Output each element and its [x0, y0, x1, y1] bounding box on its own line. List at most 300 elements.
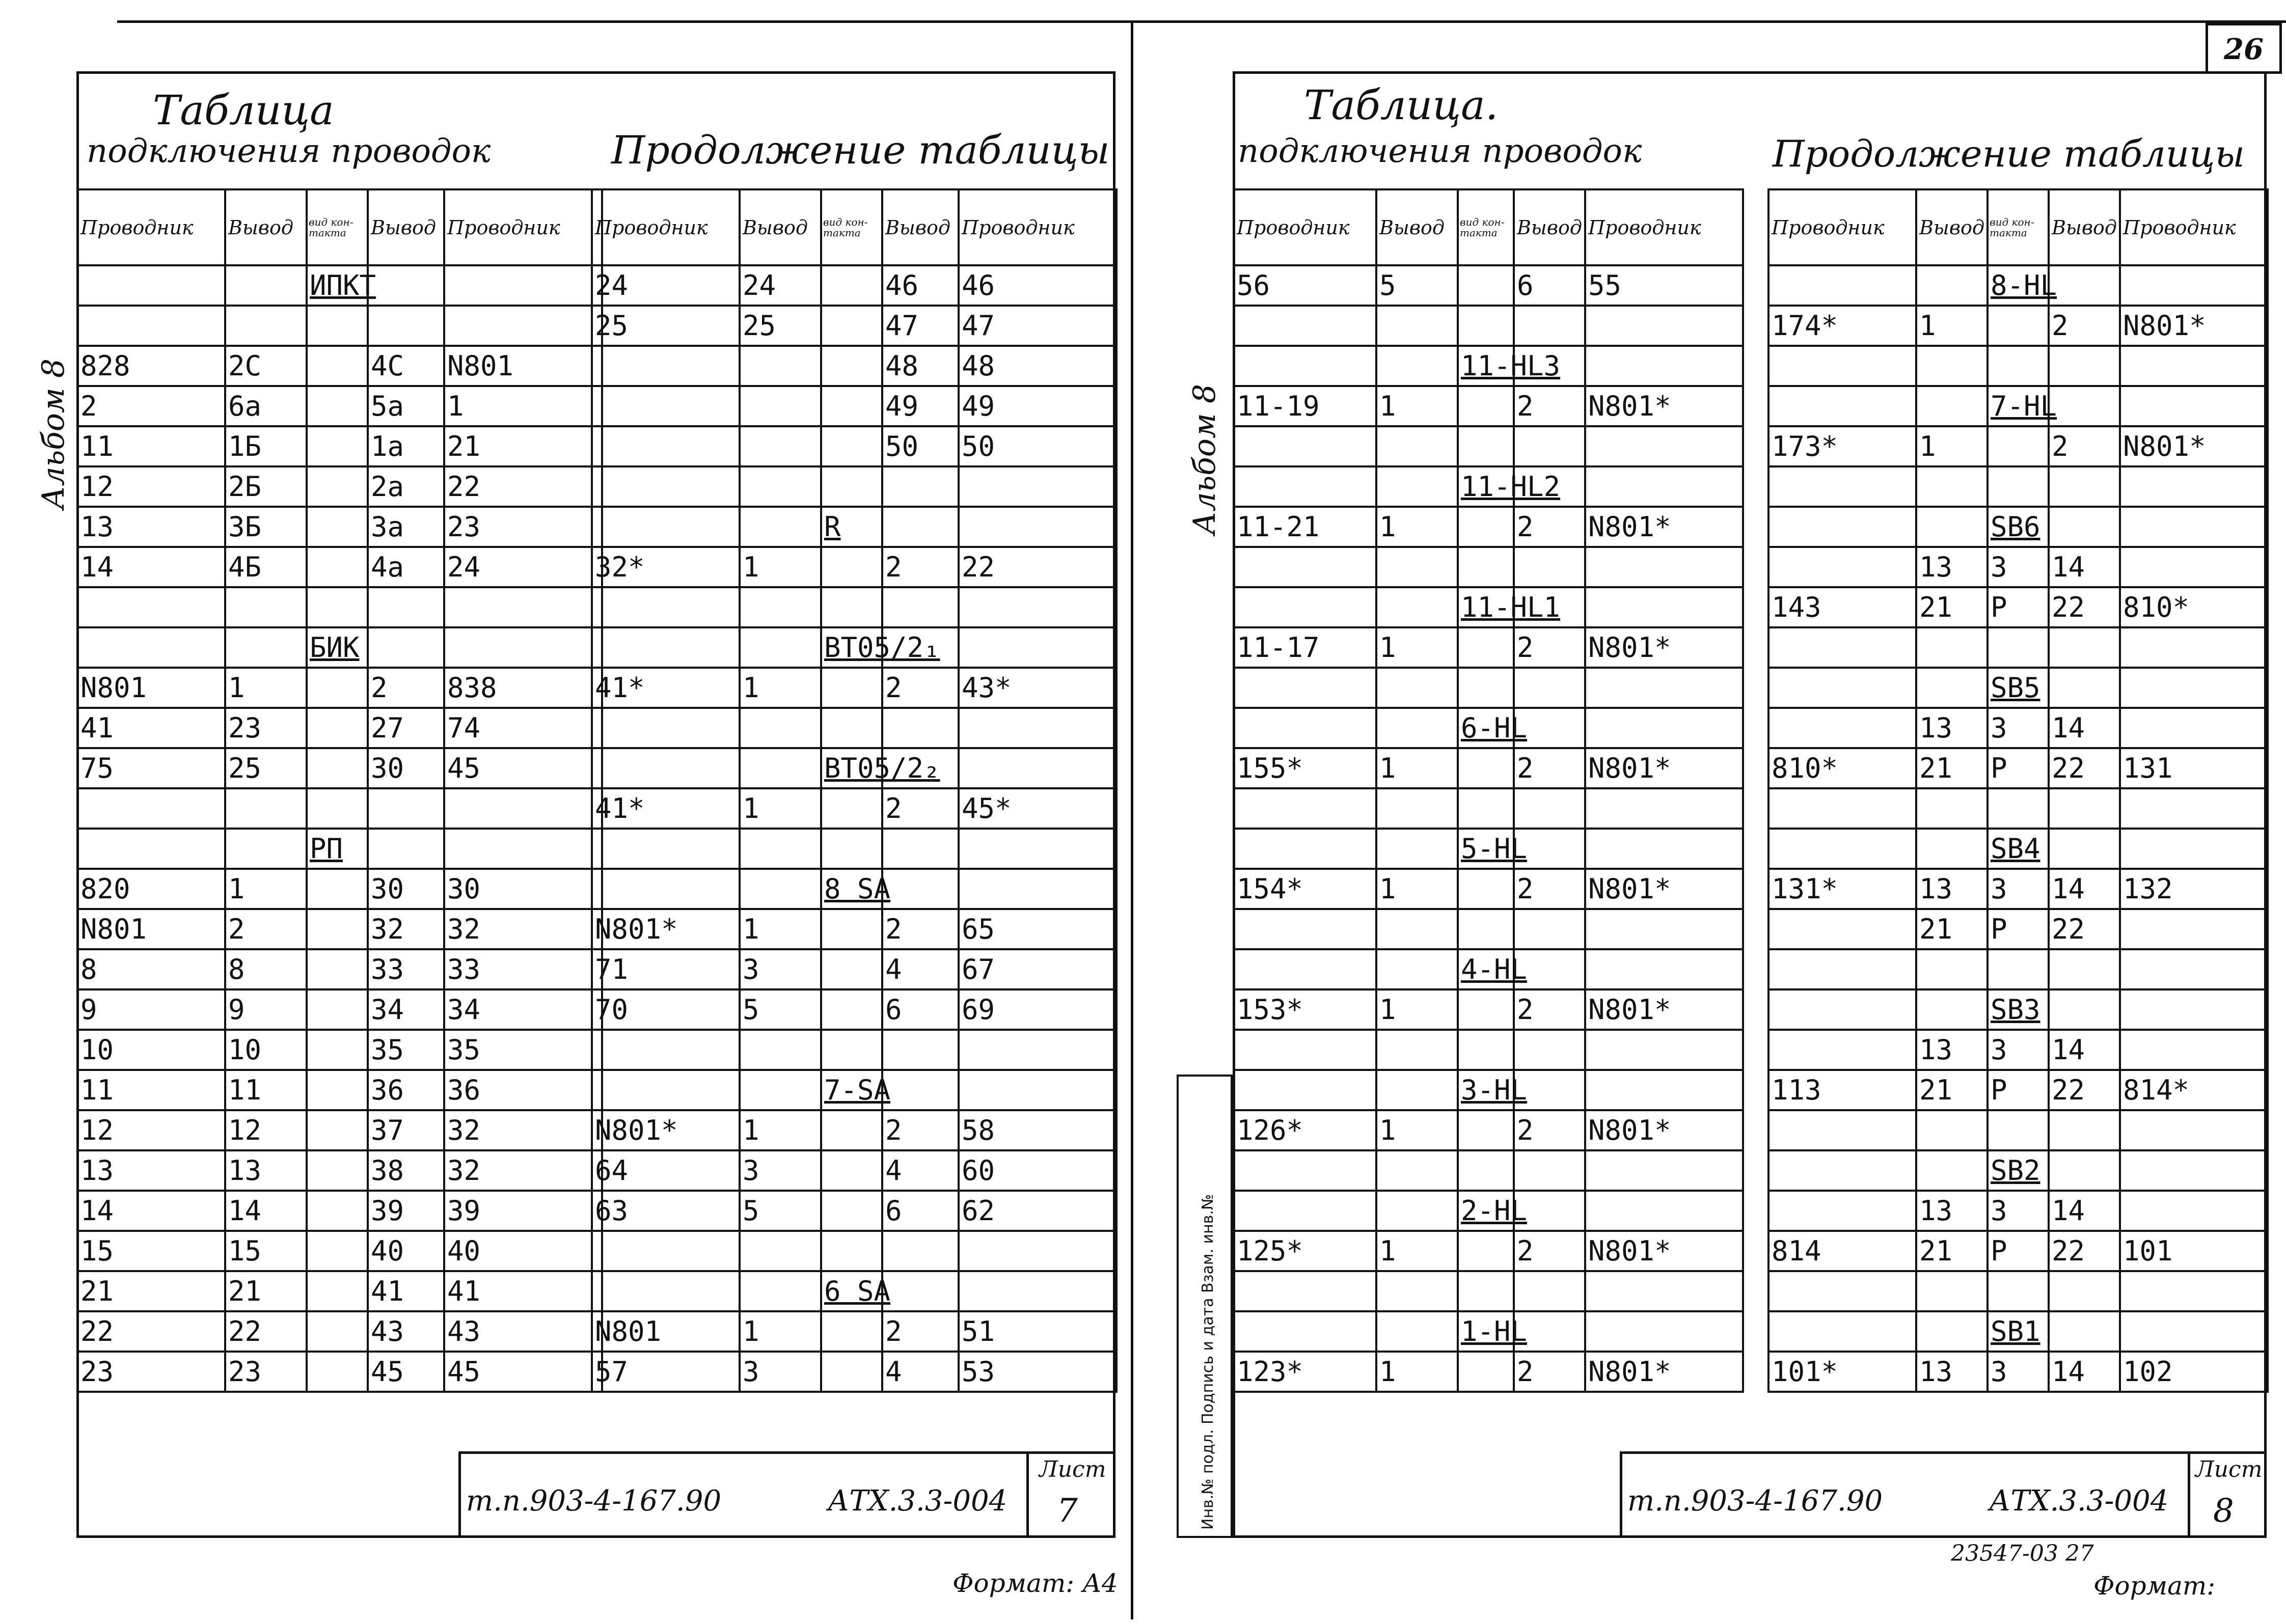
table-row	[77, 265, 602, 306]
table-cell: 2	[2049, 426, 2120, 466]
table-cell	[1234, 1271, 1376, 1311]
table-cell	[740, 1271, 821, 1311]
table-cell	[740, 507, 821, 547]
table-row	[77, 708, 602, 748]
table-cell: 2	[2049, 306, 2120, 346]
table-cell: 21	[1916, 587, 1988, 627]
table-row	[592, 1311, 1117, 1352]
table-cell	[1916, 668, 1988, 708]
table-cell	[959, 869, 1117, 909]
table-cell	[1234, 909, 1376, 949]
table-cell	[225, 265, 307, 306]
table-cell	[1514, 1030, 1585, 1070]
table-cell: 4	[882, 949, 959, 989]
table-cell	[592, 1070, 740, 1110]
table-cell	[1458, 909, 1514, 949]
table-cell: 10	[77, 1030, 225, 1070]
table-cell: 11	[225, 1070, 307, 1110]
table-cell	[821, 1191, 882, 1231]
table-cell	[740, 627, 821, 668]
table-cell	[225, 829, 307, 869]
table-cell	[1988, 426, 2049, 466]
stamp-doc-number: т.п.903-4-167.90	[466, 1484, 722, 1518]
table-cell: N801*	[1585, 748, 1743, 788]
table-cell: 173*	[1768, 426, 1916, 466]
table-cell	[1585, 306, 1743, 346]
table-cell	[1988, 627, 2049, 668]
table-header-row	[77, 189, 602, 265]
table-cell: 43	[444, 1311, 602, 1352]
table-cell	[2120, 989, 2268, 1030]
table-cell	[444, 587, 602, 627]
table-cell: 3	[1988, 1030, 2049, 1070]
table-cell: 2	[1514, 748, 1585, 788]
table-cell	[2120, 949, 2268, 989]
table-cell	[307, 869, 368, 909]
table-cell	[1514, 547, 1585, 587]
table-cell: 2	[1514, 627, 1585, 668]
table-cell: 34	[444, 989, 602, 1030]
table-cell	[959, 466, 1117, 507]
table-cell: 58	[959, 1110, 1117, 1150]
table-cell	[1768, 829, 1916, 869]
table-cell: 35	[444, 1030, 602, 1070]
table-cell: 69	[959, 989, 1117, 1030]
table-cell: 41	[444, 1271, 602, 1311]
right-side-strip	[1177, 1075, 1233, 1538]
table-cell: 14	[2049, 1030, 2120, 1070]
table-cell: 143	[1768, 587, 1916, 627]
table-cell: 3	[740, 1150, 821, 1191]
left-continuation-table	[591, 188, 1118, 1393]
table-cell: 2	[1514, 1352, 1585, 1392]
table-cell: 3	[1988, 708, 2049, 748]
table-cell	[368, 265, 444, 306]
table-cell	[2120, 346, 2268, 386]
table-cell: 174*	[1768, 306, 1916, 346]
table-cell: 101*	[1768, 1352, 1916, 1392]
table-cell: 30	[368, 869, 444, 909]
table-cell	[1585, 547, 1743, 587]
table-row	[592, 708, 1117, 748]
table-cell: 6а	[225, 386, 307, 426]
stamp-doc-code: АТХ.3.3-004	[828, 1484, 1008, 1518]
table-row	[1234, 1070, 1743, 1110]
table-cell	[1768, 466, 1916, 507]
table-cell: 101	[2120, 1231, 2268, 1271]
table-cell	[77, 587, 225, 627]
table-cell: 21	[225, 1271, 307, 1311]
table-cell	[740, 1231, 821, 1271]
table-row	[77, 668, 602, 708]
table-row	[1234, 1110, 1743, 1150]
device-label: SB4	[1988, 829, 2049, 869]
table-cell	[1234, 547, 1376, 587]
table-cell	[1585, 426, 1743, 466]
table-cell	[882, 869, 959, 909]
table-cell: 11-19	[1234, 386, 1376, 426]
table-cell: 1	[444, 386, 602, 426]
table-row	[77, 306, 602, 346]
table-cell: 21	[1916, 909, 1988, 949]
table-cell	[225, 627, 307, 668]
table-cell: 22	[225, 1311, 307, 1352]
table-cell	[307, 466, 368, 507]
table-cell	[2120, 788, 2268, 829]
table-cell: 2	[882, 547, 959, 587]
table-cell: 40	[368, 1231, 444, 1271]
table-row	[1768, 1352, 2268, 1392]
table-cell	[821, 1352, 882, 1392]
table-cell	[1234, 1030, 1376, 1070]
table-cell	[77, 306, 225, 346]
table-cell: 5	[740, 989, 821, 1030]
table-cell: 45	[368, 1352, 444, 1392]
table-cell: 8	[77, 949, 225, 989]
header-contact-type: вид кон-такта	[821, 189, 882, 265]
table-cell: 14	[2049, 869, 2120, 909]
table-cell: N801	[77, 668, 225, 708]
table-cell	[1376, 1150, 1458, 1191]
table-cell: 24	[740, 265, 821, 306]
table-row	[592, 1070, 1117, 1110]
table-cell	[2120, 909, 2268, 949]
table-cell	[821, 829, 882, 869]
table-cell	[2120, 1191, 2268, 1231]
table-row	[1234, 1191, 1743, 1231]
table-row	[77, 1150, 602, 1191]
table-cell	[882, 507, 959, 547]
table-cell	[77, 627, 225, 668]
table-cell	[740, 587, 821, 627]
table-cell: 4	[882, 1352, 959, 1392]
table-cell	[1916, 1150, 1988, 1191]
table-cell: 47	[882, 306, 959, 346]
table-cell: N801*	[1585, 1231, 1743, 1271]
table-cell: 11-21	[1234, 507, 1376, 547]
table-cell	[2049, 1311, 2120, 1352]
table-row	[1234, 426, 1743, 466]
right-continuation-title: Продолжение таблицы	[1773, 132, 2245, 175]
left-title-line2: подключения проводок	[87, 132, 491, 170]
table-cell	[959, 627, 1117, 668]
table-cell	[1916, 788, 1988, 829]
table-cell	[740, 466, 821, 507]
table-cell: 13	[1916, 1352, 1988, 1392]
table-cell	[307, 346, 368, 386]
header-conductor: Проводник	[1768, 189, 1916, 265]
stamp-doc-code: АТХ.3.3-004	[1989, 1484, 2169, 1518]
table-cell	[1768, 1150, 1916, 1191]
table-row	[1768, 829, 2268, 869]
table-cell	[1988, 306, 2049, 346]
table-cell	[2049, 668, 2120, 708]
table-cell: 40	[444, 1231, 602, 1271]
table-cell	[2120, 627, 2268, 668]
side-strip-text: Инв.№ подл. Подпись и дата Взам. инв.№	[1199, 1194, 1217, 1530]
table-cell: 45	[444, 748, 602, 788]
table-cell	[882, 587, 959, 627]
table-cell: 36	[368, 1070, 444, 1110]
table-cell	[307, 1191, 368, 1231]
table-cell	[959, 748, 1117, 788]
table-cell	[1988, 1271, 2049, 1311]
table-cell: 14	[225, 1191, 307, 1231]
table-cell	[1234, 306, 1376, 346]
table-cell: 14	[77, 547, 225, 587]
table-row	[592, 507, 1117, 547]
table-row	[1768, 949, 2268, 989]
header-conductor: Проводник	[77, 189, 225, 265]
table-cell	[592, 587, 740, 627]
header-contact-type: вид кон-такта	[307, 189, 368, 265]
table-cell: 25	[592, 306, 740, 346]
archive-number: 23547-03 27	[1951, 1540, 2094, 1566]
table-cell: 22	[444, 466, 602, 507]
device-label: 11-HL1	[1458, 587, 1514, 627]
stamp-sheet-box	[2188, 1454, 2267, 1535]
table-cell: 74	[444, 708, 602, 748]
header-conductor: Проводник	[444, 189, 602, 265]
table-cell: 4С	[368, 346, 444, 386]
table-cell	[444, 627, 602, 668]
table-cell: 27	[368, 708, 444, 748]
table-cell	[821, 1311, 882, 1352]
table-cell	[1458, 265, 1514, 306]
table-cell	[1585, 346, 1743, 386]
table-cell	[882, 829, 959, 869]
table-cell: 1а	[368, 426, 444, 466]
table-cell	[821, 708, 882, 748]
table-row	[1768, 1110, 2268, 1150]
table-cell: 64	[592, 1150, 740, 1191]
table-cell: 2	[1514, 1231, 1585, 1271]
table-cell	[2049, 265, 2120, 306]
table-cell	[307, 1070, 368, 1110]
table-row	[592, 346, 1117, 386]
table-cell: 30	[368, 748, 444, 788]
table-row	[77, 909, 602, 949]
table-cell: 15	[77, 1231, 225, 1271]
table-row	[592, 909, 1117, 949]
table-cell	[740, 1070, 821, 1110]
table-cell	[2120, 507, 2268, 547]
table-cell	[740, 1030, 821, 1070]
table-cell	[740, 708, 821, 748]
table-cell: 4Б	[225, 547, 307, 587]
table-cell: 12	[225, 1110, 307, 1150]
table-row	[1768, 547, 2268, 587]
right-format-label: Формат:	[2093, 1571, 2216, 1601]
table-cell	[821, 265, 882, 306]
table-row	[592, 748, 1117, 788]
table-cell	[1768, 949, 1916, 989]
table-cell	[307, 909, 368, 949]
table-row	[1768, 1271, 2268, 1311]
table-cell	[1585, 1070, 1743, 1110]
table-cell	[1514, 788, 1585, 829]
table-cell: 2	[882, 788, 959, 829]
table-cell	[821, 346, 882, 386]
table-cell	[1768, 1311, 1916, 1352]
table-cell	[1916, 466, 1988, 507]
table-row	[1234, 1030, 1743, 1070]
table-cell	[368, 627, 444, 668]
table-cell: 2	[882, 1110, 959, 1150]
table-cell	[1234, 466, 1376, 507]
table-cell: 71	[592, 949, 740, 989]
table-row	[1768, 1311, 2268, 1352]
right-title-line2: подключения проводок	[1238, 132, 1642, 170]
table-cell: 21	[1916, 1070, 1988, 1110]
table-cell	[592, 1271, 740, 1311]
table-row	[1768, 386, 2268, 426]
table-cell	[307, 1352, 368, 1392]
table-cell: 22	[77, 1311, 225, 1352]
table-cell	[740, 426, 821, 466]
device-label: 11-HL2	[1458, 466, 1514, 507]
table-cell	[592, 507, 740, 547]
table-cell: 6	[1514, 265, 1585, 306]
table-row	[1768, 989, 2268, 1030]
table-cell	[882, 708, 959, 748]
table-cell: 43*	[959, 668, 1117, 708]
table-cell	[1234, 949, 1376, 989]
table-cell: 32	[368, 909, 444, 949]
table-cell: 67	[959, 949, 1117, 989]
table-row	[1234, 306, 1743, 346]
table-cell	[1376, 547, 1458, 587]
header-terminal: Вывод	[1376, 189, 1458, 265]
table-cell: 2	[225, 909, 307, 949]
table-row	[1768, 788, 2268, 829]
device-label: SB5	[1988, 668, 2049, 708]
device-label: R	[821, 507, 882, 547]
table-row	[77, 1311, 602, 1352]
table-cell	[882, 1070, 959, 1110]
table-row	[77, 466, 602, 507]
table-cell	[1376, 1191, 1458, 1231]
table-row	[1768, 306, 2268, 346]
table-cell	[1988, 949, 2049, 989]
device-label: 7-SA	[821, 1070, 882, 1110]
table-cell	[307, 547, 368, 587]
table-cell	[1514, 909, 1585, 949]
table-cell	[740, 386, 821, 426]
table-row	[77, 547, 602, 587]
right-album-label: Альбом 8	[1187, 383, 1222, 535]
header-terminal: Вывод	[225, 189, 307, 265]
device-label: ИПКТ	[307, 265, 368, 306]
table-cell: 102	[2120, 1352, 2268, 1392]
table-cell	[821, 1030, 882, 1070]
table-cell: 13	[77, 507, 225, 547]
table-cell: 48	[959, 346, 1117, 386]
table-row	[1768, 869, 2268, 909]
table-cell	[1514, 306, 1585, 346]
table-cell	[1376, 466, 1458, 507]
header-terminal: Вывод	[1514, 189, 1585, 265]
table-row	[77, 507, 602, 547]
table-cell: 2С	[225, 346, 307, 386]
stamp-doc-number: т.п.903-4-167.90	[1627, 1484, 1883, 1518]
table-cell: Р	[1988, 1070, 2049, 1110]
table-cell	[2120, 1311, 2268, 1352]
table-row	[592, 547, 1117, 587]
table-cell	[959, 829, 1117, 869]
right-connection-table	[1233, 188, 1744, 1393]
table-cell	[2120, 265, 2268, 306]
table-cell: N801	[444, 346, 602, 386]
table-cell	[368, 587, 444, 627]
table-cell: 47	[959, 306, 1117, 346]
table-cell	[307, 426, 368, 466]
table-cell: 154*	[1234, 869, 1376, 909]
table-cell	[959, 587, 1117, 627]
table-cell: 32*	[592, 547, 740, 587]
table-cell: 3	[1988, 547, 2049, 587]
header-conductor: Проводник	[959, 189, 1117, 265]
table-cell	[740, 748, 821, 788]
device-label: 8-HL	[1988, 265, 2049, 306]
table-row	[77, 587, 602, 627]
table-cell: 45	[444, 1352, 602, 1392]
right-title-line1: Таблица.	[1304, 81, 1499, 129]
table-cell: 1	[1376, 507, 1458, 547]
table-cell	[821, 788, 882, 829]
table-row	[77, 788, 602, 829]
table-cell: N801*	[1585, 989, 1743, 1030]
table-cell: 5а	[368, 386, 444, 426]
table-cell: 14	[2049, 1191, 2120, 1231]
device-label: BT05/2₁	[821, 627, 882, 668]
table-cell: 41	[368, 1271, 444, 1311]
table-cell	[1376, 1271, 1458, 1311]
table-row	[77, 1191, 602, 1231]
table-cell: 1	[225, 668, 307, 708]
table-cell: 21	[444, 426, 602, 466]
device-label: 2-HL	[1458, 1191, 1514, 1231]
table-cell	[2049, 507, 2120, 547]
table-cell: N801*	[2120, 426, 2268, 466]
header-terminal: Вывод	[882, 189, 959, 265]
table-cell	[307, 386, 368, 426]
table-cell: 2	[882, 668, 959, 708]
table-cell: 32	[444, 1150, 602, 1191]
table-cell	[1585, 1030, 1743, 1070]
table-cell	[2120, 708, 2268, 748]
table-cell	[1234, 1311, 1376, 1352]
table-cell	[1585, 1311, 1743, 1352]
table-cell	[2049, 386, 2120, 426]
table-cell: 50	[959, 426, 1117, 466]
table-cell: 2	[882, 909, 959, 949]
table-cell	[592, 346, 740, 386]
table-row	[1234, 587, 1743, 627]
table-row	[1768, 1030, 2268, 1070]
table-row	[77, 627, 602, 668]
table-cell: 13	[1916, 547, 1988, 587]
table-row	[1234, 708, 1743, 748]
table-cell	[307, 708, 368, 748]
table-cell	[307, 1110, 368, 1150]
right-sheet	[1136, 0, 2286, 1624]
table-cell: 49	[882, 386, 959, 426]
table-cell: 1	[1376, 1352, 1458, 1392]
table-cell	[1458, 788, 1514, 829]
table-cell	[1988, 346, 2049, 386]
table-cell: 11	[77, 1070, 225, 1110]
